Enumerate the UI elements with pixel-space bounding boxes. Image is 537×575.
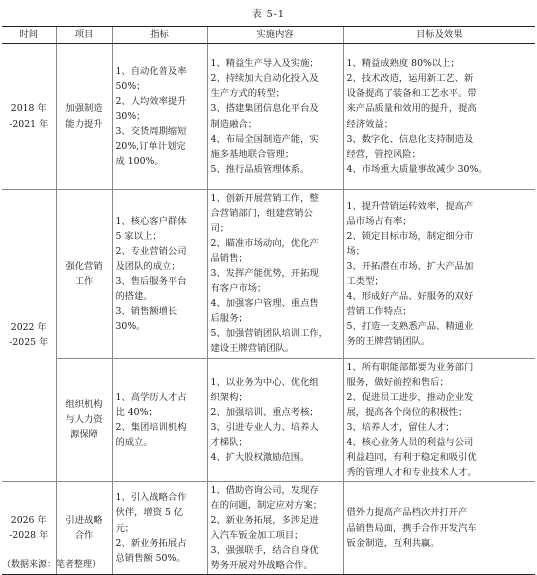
content-cell: 1、借助咨询公司，发现存 在的问题，制定应对方案； 2、新业务拓展，多涉足进 入汽车钣金加工项目； 3、强强联手，结合自身优 势务开展对外战略合作。 [207, 481, 343, 574]
header-content: 实施内容 [207, 27, 343, 44]
goal-cell: 1、精益成熟度 80%以上； 2、技术改造，运用新工艺、新 设备提高了装备和工艺水平。带 来产品质量和效用的提升，提高 经济效益； 3、数字化、信息化支持制造及 经营，管控风险； 4、市场重大质量事故减少 30%。 [343, 44, 535, 190]
period-cell: 2026 年 -2028 年 [2, 481, 56, 574]
table-caption: 表 5-1 [252, 9, 285, 20]
table-row [2, 358, 535, 481]
goal-cell: 借外力提高产品档次并打开产 品销售局面，携手合作开发汽车 钣金制造，互利共赢。 [343, 481, 535, 574]
indicator-cell: 1、自动化普及率 50%； 2、人均效率提升 30%； 3、交货周期缩短 20%,订单计划完 成 100%。 [112, 44, 207, 190]
period-cell: 2022 年 -2025 年 [2, 190, 56, 482]
header-period: 时间 [2, 27, 56, 44]
project-cell: 加强制造 能力提升 [56, 44, 112, 190]
indicator-cell: 1、引入战略合作 伙伴，增资 5 亿 元； 2、新业务拓展占 总销售额 50%。 [112, 481, 207, 574]
content-cell: 1、创新开展营销工作，整 合营销部门，组建营销公 司； 2、瞄准市场动向，优化产 品销售； 3、发挥产能优势，开拓现 有客户市场； 4、加强客户管理、重点售 后服务； 5、加强营销团队培训工作， 建设王牌营销团队。 [207, 190, 343, 359]
table-row [2, 190, 535, 359]
goal-cell: 1、所有职能部都要为业务部门 服务，做好前控和售后； 2、促进员工进步，推动企业发 展，提高各个岗位的积极性； 3、培养人才，留住人才； 4、核心业务人员的利益与公司 利益趋同，有利于稳定和吸引优 秀的管理人才和专业技术人才。 [343, 358, 535, 481]
goal-cell: 1、提升营销运转效率，提高产 品市场占有率； 2、锁定目标市场，制定细分市 场； 3、开拓潜在市场、扩大产品加 工类型； 4、形成好产品、好服务的双好 营销工作特点； 5、打造一支熟悉产品、精通业 务的王牌营销团队。 [343, 190, 535, 359]
indicator-cell: 1、高学历人才占 比 40%； 2、集团培训机构 的成立。 [112, 358, 207, 481]
table-row [2, 44, 535, 190]
header-row [2, 27, 535, 44]
header-indicator: 指标 [112, 27, 207, 44]
period-cell: 2018 年 -2021 年 [2, 44, 56, 190]
project-cell: 组织机构 与人力资 源保障 [56, 358, 112, 481]
data-source-note: （数据来源：笔者整理） [2, 560, 102, 570]
header-project: 项目 [56, 27, 112, 44]
project-cell: 强化营销 工作 [56, 190, 112, 359]
indicator-cell: 1、核心客户群体 5 家以上； 2、专业营销公司 及团队的成立； 3、售后服务平台 的搭建。 3、销售额增长 30%。 [112, 190, 207, 359]
project-cell: 引进战略 合作 [56, 481, 112, 574]
content-cell: 1、精益生产导入及实施； 2、持续加大自动化投入及 生产方式的转型； 3、搭建集团信息化平台及 制造融合； 4、布局全国制造产能，实 施多基地联合管理； 5、推行品质管理体系。 [207, 44, 343, 190]
plan-table [2, 26, 535, 575]
header-goal: 目标及效果 [343, 27, 535, 44]
content-cell: 1、以业务为中心、优化组 织架构； 2、加强培训、重点考核； 3、引进专业人力、培养人 才梯队； 4、扩大股权激励范围。 [207, 358, 343, 481]
